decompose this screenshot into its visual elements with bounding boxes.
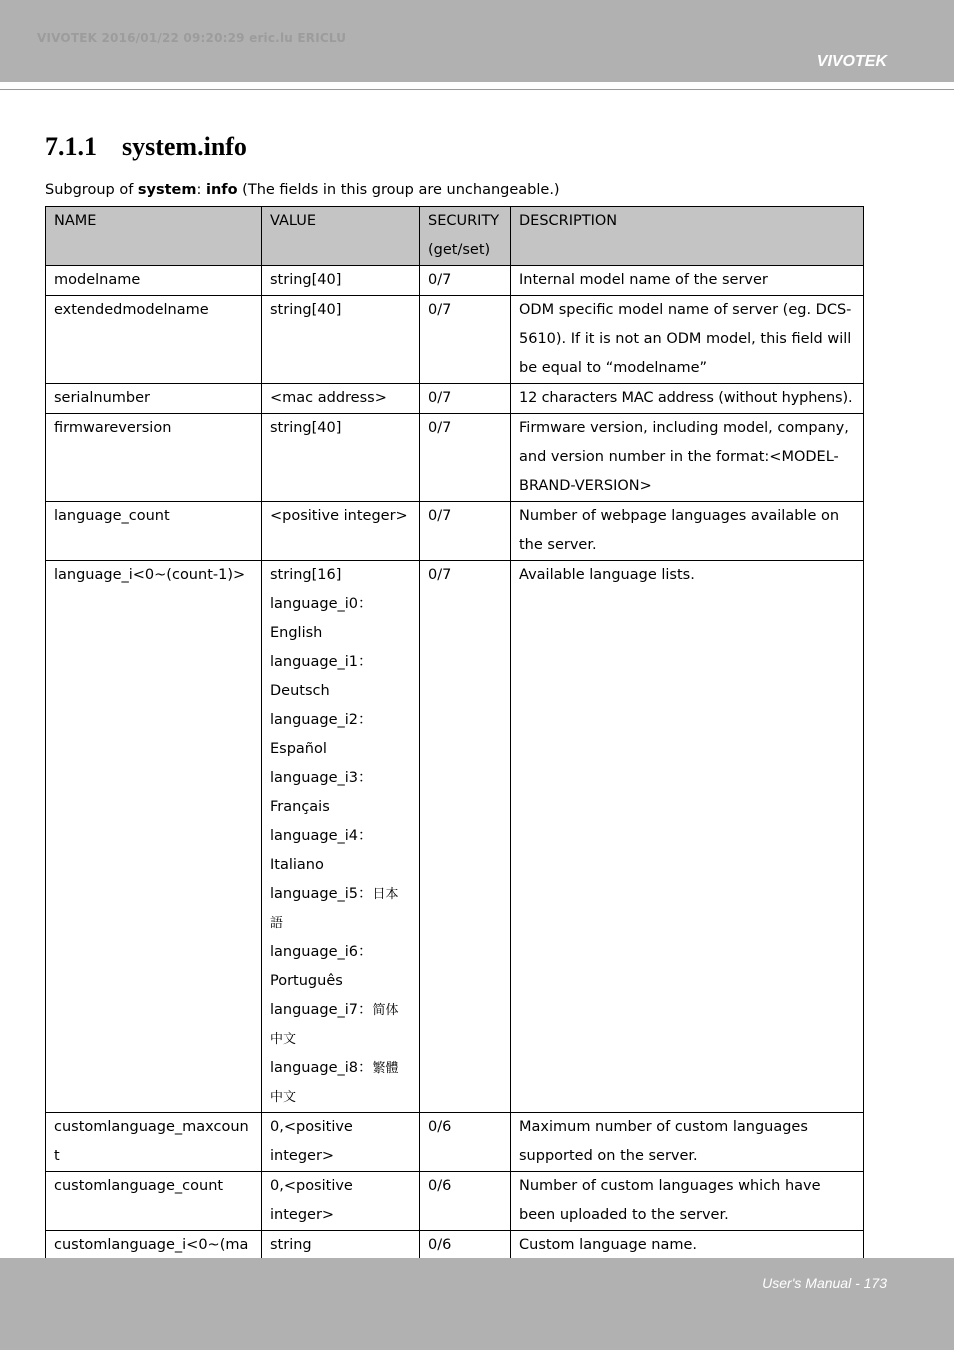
subgroup-prefix: Subgroup of: [45, 182, 138, 198]
brand-logo-text: VIVOTEK: [816, 53, 887, 70]
language-entry: language_i4： Italiano: [270, 828, 373, 873]
cell-security: 0/7: [420, 266, 511, 296]
parameter-table: [45, 206, 864, 1261]
page-number-label: User's Manual - 173: [762, 1275, 887, 1291]
language-entry: language_i5：日本語: [270, 886, 399, 931]
cell-value: 0,<positive integer>: [262, 1172, 420, 1231]
cell-description: Available language lists.: [511, 561, 864, 1113]
cell-value: string[40]: [262, 266, 420, 296]
table-row: [46, 1231, 864, 1261]
cell-name: modelname: [46, 266, 262, 296]
cell-description: Number of custom languages which have been uploaded to the server.: [511, 1172, 864, 1231]
table-row: [46, 384, 864, 414]
section-title: [45, 132, 247, 162]
header-description: DESCRIPTION: [511, 207, 864, 266]
cell-name: customlanguage_maxcount: [46, 1113, 262, 1172]
cell-name: language_count: [46, 502, 262, 561]
cell-value: string: [262, 1231, 420, 1261]
cell-value-language-list: [262, 561, 420, 1113]
header-security: SECURITY (get/set): [420, 207, 511, 266]
language-entry: language_i8：繁體中文: [270, 1060, 399, 1105]
header-name: NAME: [46, 207, 262, 266]
cell-value: <positive integer>: [262, 502, 420, 561]
cell-name: extendedmodelname: [46, 296, 262, 384]
language-entry: language_i1： Deutsch: [270, 654, 373, 699]
cell-description: Firmware version, including model, company, and version number in the format:<MODEL-BRAND-VERSION>: [511, 414, 864, 502]
subgroup-line: [45, 182, 560, 198]
cell-value: 0,<positive integer>: [262, 1113, 420, 1172]
cell-description: ODM specific model name of server (eg. DCS-5610). If it is not an ODM model, this field will be equal to “modelname”: [511, 296, 864, 384]
header-value: VALUE: [262, 207, 420, 266]
cell-value: <mac address>: [262, 384, 420, 414]
table-header-row: [46, 207, 864, 266]
cell-description: Custom language name.: [511, 1231, 864, 1261]
cell-value: string[40]: [262, 414, 420, 502]
cell-name: language_i<0~(count-1)>: [46, 561, 262, 1113]
cell-security: 0/7: [420, 561, 511, 1113]
table-row: [46, 266, 864, 296]
subgroup-subgroup: info: [206, 182, 238, 198]
header-band: [0, 0, 954, 82]
language-entry: language_i0： English: [270, 596, 373, 641]
footer-band: [0, 1258, 954, 1350]
cell-security: 0/7: [420, 502, 511, 561]
section-number: 7.1.1: [45, 132, 97, 161]
cell-name: firmwareversion: [46, 414, 262, 502]
cell-description: Number of webpage languages available on the server.: [511, 502, 864, 561]
language-entry: language_i7：简体中文: [270, 1002, 399, 1047]
language-entry: language_i2： Español: [270, 712, 373, 757]
table-row: [46, 502, 864, 561]
subgroup-group: system: [137, 182, 197, 198]
header-divider: [0, 89, 954, 90]
cell-value: string[40]: [262, 296, 420, 384]
cell-description: Internal model name of the server: [511, 266, 864, 296]
cell-security: 0/6: [420, 1231, 511, 1261]
cell-name: serialnumber: [46, 384, 262, 414]
subgroup-note: (The fields in this group are unchangeable.): [237, 182, 560, 198]
table-row: [46, 414, 864, 502]
table-row: [46, 1113, 864, 1172]
cell-name: customlanguage_i<0~(ma: [46, 1231, 262, 1261]
cell-name: customlanguage_count: [46, 1172, 262, 1231]
subgroup-separator: :: [196, 182, 206, 198]
table-row: [46, 296, 864, 384]
section-name: system.info: [122, 132, 247, 161]
cell-security: 0/7: [420, 414, 511, 502]
value-type: string[16]: [270, 567, 342, 583]
language-entry: language_i3： Français: [270, 770, 373, 815]
language-entry: language_i6： Português: [270, 944, 373, 989]
cell-security: 0/7: [420, 384, 511, 414]
cell-description: 12 characters MAC address (without hyphens).: [511, 384, 864, 414]
cell-security: 0/6: [420, 1113, 511, 1172]
cell-security: 0/6: [420, 1172, 511, 1231]
watermark: VIVOTEK 2016/01/22 09:20:29 eric.lu ERICLU: [37, 31, 347, 45]
table-row: [46, 561, 864, 1113]
cell-security: 0/7: [420, 296, 511, 384]
cell-description: Maximum number of custom languages supported on the server.: [511, 1113, 864, 1172]
table-row: [46, 1172, 864, 1231]
